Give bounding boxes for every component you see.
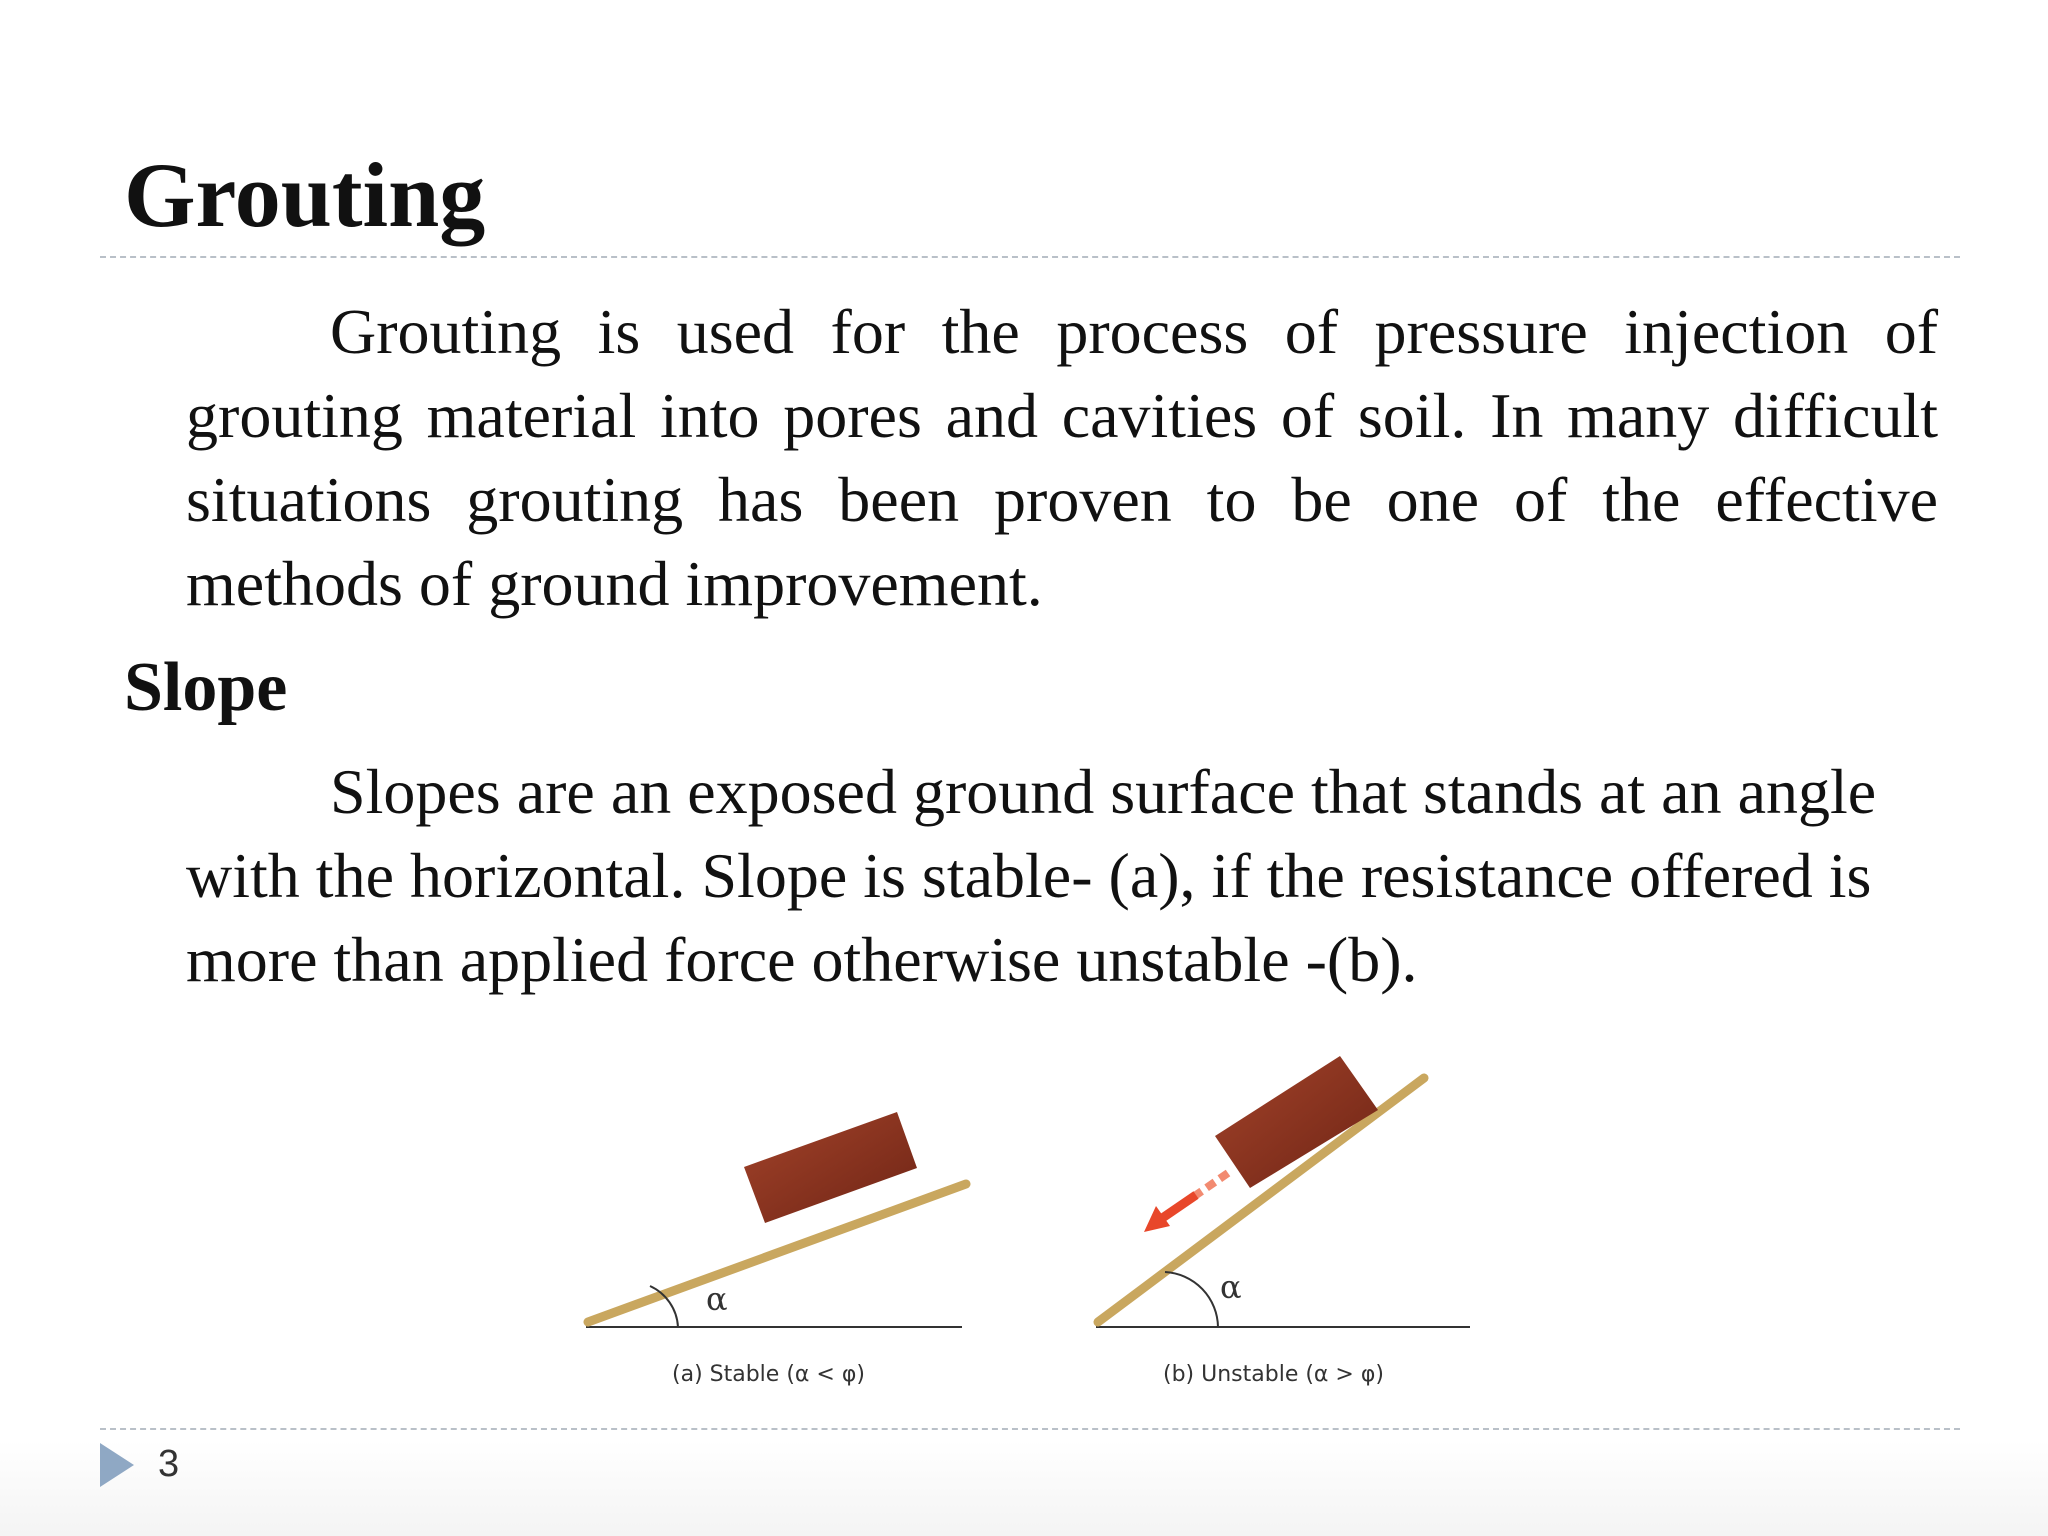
- slope-stability-figure: [560, 1040, 1520, 1400]
- caption-unstable: (b) Unstable (α > φ): [1163, 1362, 1384, 1387]
- grouting-paragraph: Grouting is used for the process of pressure injection of grouting material into pores and cavities of soil. In many difficult situations grouting has been proven to be one of the effective methods of ground improvement.: [186, 296, 1938, 619]
- slide-title: Grouting: [124, 144, 486, 246]
- angle-label-a: α: [706, 1280, 728, 1318]
- angle-label-b: α: [1220, 1268, 1242, 1306]
- page-number: 3: [158, 1443, 180, 1485]
- stable-slope-diagram: [586, 1112, 966, 1327]
- slope-heading: Slope: [124, 649, 288, 726]
- footer-divider: [100, 1428, 1960, 1430]
- sliding-force-arrow: [1144, 1173, 1228, 1232]
- play-triangle-icon: [100, 1443, 134, 1487]
- footer-background: [0, 1440, 2048, 1536]
- caption-stable: (a) Stable (α < φ): [672, 1362, 865, 1387]
- unstable-slope-diagram: [1096, 1056, 1470, 1327]
- title-divider: [100, 256, 1960, 258]
- angle-arc-b: [1165, 1272, 1218, 1327]
- slope-diagram: [560, 1040, 1520, 1400]
- block-a: [744, 1112, 917, 1223]
- slope-paragraph: Slopes are an exposed ground surface that stands at an angle with the horizontal. Slope is stable- (a), if the resistance offered is more than applied force otherwise unstable -(b).: [186, 756, 1877, 995]
